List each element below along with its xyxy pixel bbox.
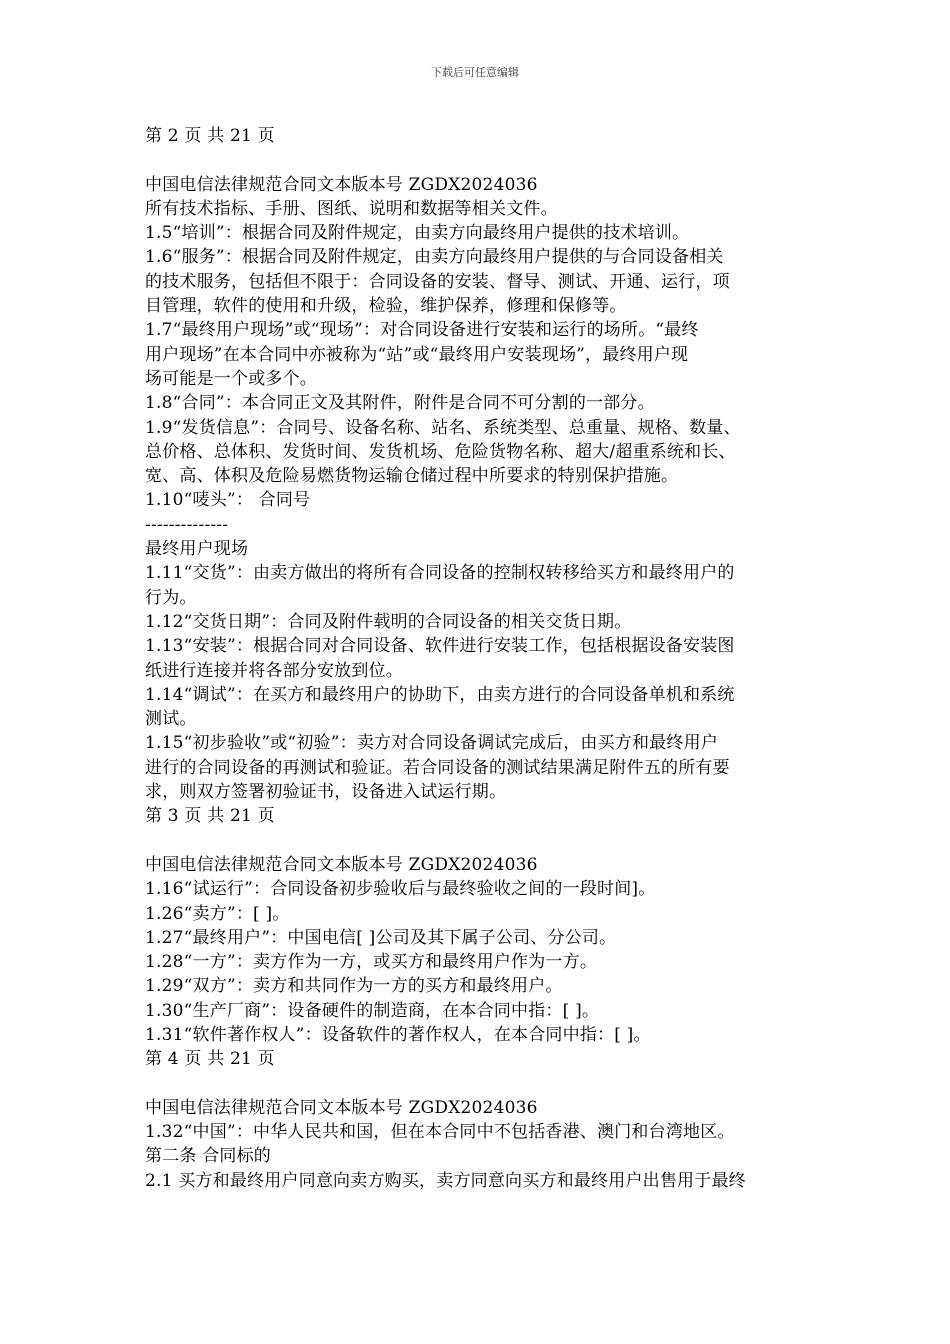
text-line: -------------- xyxy=(145,514,229,535)
text-line: 1.12“交货日期”：合同及附件载明的合同设备的相关交货日期。 xyxy=(145,611,632,632)
text-line: 中国电信法律规范合同文本版本号 ZGDX2024036 xyxy=(145,1097,538,1118)
text-line: 目管理，软件的使用和升级，检验，维护保养，修理和保修等。 xyxy=(145,296,627,317)
text-line: 1.10“唛头”： 合同号 xyxy=(145,490,311,511)
text-line: 1.11“交货”：由卖方做出的将所有合同设备的控制权转移给买方和最终用户的 xyxy=(145,563,735,584)
text-line: 1.6“服务”：根据合同及附件规定，由卖方向最终用户提供的与合同设备相关 xyxy=(145,247,724,268)
text-line: 1.5“培训”：根据合同及附件规定，由卖方向最终用户提供的技术培训。 xyxy=(145,223,690,244)
text-line: 1.7“最终用户现场”或“现场”：对合同设备进行安装和运行的场所。“最终 xyxy=(145,320,699,341)
text-line: 求，则双方签署初验证书，设备进入试运行期。 xyxy=(145,782,507,803)
blank-line xyxy=(145,148,815,172)
text-line: 2.1 买方和最终用户同意向卖方购买，卖方同意向买方和最终用户出售用于最终 xyxy=(145,1170,746,1191)
text-line: 1.16“试运行”：合同设备初步验收后与最终验收之间的一段时间]。 xyxy=(145,879,656,900)
text-line: 第二条 合同标的 xyxy=(145,1146,272,1167)
text-line: 第 4 页 共 21 页 xyxy=(145,1049,275,1070)
text-line: 测试。 xyxy=(145,709,197,730)
text-line: 宽、高、体积及危险易燃货物运输仓储过程中所要求的特别保护措施。 xyxy=(145,466,679,487)
page-header-note: 下载后可任意编辑 xyxy=(431,66,519,79)
text-line: 1.27“最终用户”：中国电信[ ]公司及其下属子公司、分公司。 xyxy=(145,927,617,948)
text-line: 所有技术指标、手册、图纸、说明和数据等相关文件。 xyxy=(145,198,558,219)
document-body xyxy=(145,124,815,1193)
text-line: 1.29“双方”：卖方和共同作为一方的买方和最终用户。 xyxy=(145,976,563,997)
blank-line xyxy=(145,1072,815,1096)
text-line: 1.30“生产厂商”：设备硬件的制造商，在本合同中指：[ ]。 xyxy=(145,1000,600,1021)
text-line: 纸进行连接并将各部分安放到位。 xyxy=(145,660,403,681)
text-line: 行为。 xyxy=(145,587,197,608)
text-line: 1.14“调试”：在买方和最终用户的协助下，由卖方进行的合同设备单机和系统 xyxy=(145,684,735,705)
text-line: 进行的合同设备的再测试和验证。若合同设备的测试结果满足附件五的所有要 xyxy=(145,757,730,778)
text-line: 第 2 页 共 21 页 xyxy=(145,126,275,146)
text-line: 1.8“合同”：本合同正文及其附件，附件是合同不可分割的一部分。 xyxy=(145,393,655,414)
text-line: 1.13“安装”：根据合同对合同设备、软件进行安装工作，包括根据设备安装图 xyxy=(145,636,735,657)
text-line: 1.9“发货信息”：合同号、设备名称、站名、系统类型、总重量、规格、数量、 xyxy=(145,417,741,438)
text-line: 1.31“软件著作权人”：设备软件的著作权人，在本合同中指：[ ]。 xyxy=(145,1024,651,1045)
text-line: 1.28“一方”：卖方作为一方，或买方和最终用户作为一方。 xyxy=(145,952,598,973)
blank-line xyxy=(145,829,815,853)
text-line: 中国电信法律规范合同文本版本号 ZGDX2024036 xyxy=(145,174,538,195)
text-line: 1.15“初步验收”或“初验”：卖方对合同设备调试完成后，由买方和最终用户 xyxy=(145,733,719,754)
text-line: 第 3 页 共 21 页 xyxy=(145,806,275,827)
text-line: 最终用户现场 xyxy=(145,539,249,560)
text-line: 中国电信法律规范合同文本版本号 ZGDX2024036 xyxy=(145,854,538,875)
text-line: 1.32“中国”：中华人民共和国，但在本合同中不包括香港、澳门和台湾地区。 xyxy=(145,1122,735,1143)
text-line: 总价格、总体积、发货时间、发货机场、危险货物名称、超大/超重系统和长、 xyxy=(145,441,736,462)
text-line: 的技术服务，包括但不限于：合同设备的安装、督导、测试、开通、运行，项 xyxy=(145,271,730,292)
text-line: 场可能是一个或多个。 xyxy=(145,368,317,389)
text-line: 1.26“卖方”：[ ]。 xyxy=(145,903,290,924)
text-line: 用户现场”在本合同中亦被称为“站”或“最终用户安装现场”，最终用户现 xyxy=(145,344,689,365)
